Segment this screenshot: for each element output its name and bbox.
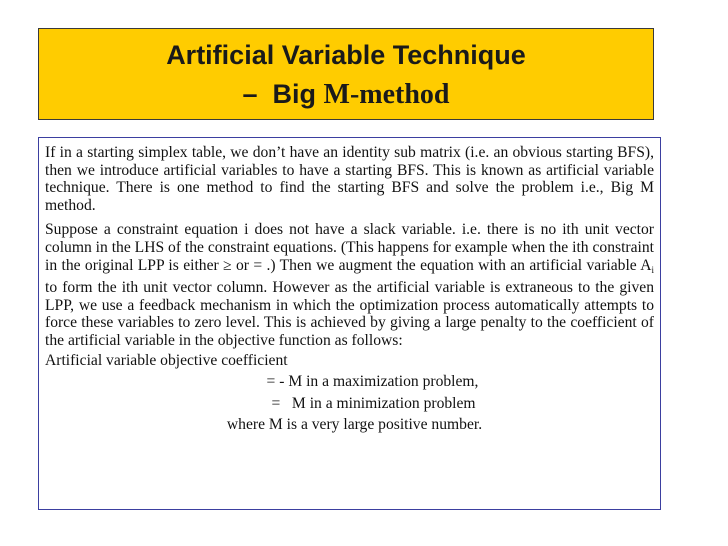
content-box: [38, 137, 661, 510]
maximization-line: = - M in a maximization problem,: [266, 373, 479, 391]
where-m-line: where M is a very large positive number.: [226, 416, 483, 434]
paragraph-artificial-variable-part-1: Suppose a constraint equation i does not have a slack variable. i.e. there is no ith unit vector column in the LHS of the constraint equations. (This happens for example when the ith constraint in the original LPP is either ≥ or = .) Then we augment the equation with an artificial variable A: [45, 221, 654, 274]
objective-coefficient-label: Artificial variable objective coefficient: [45, 351, 288, 369]
title-box: [38, 28, 654, 120]
title-line-1: Artificial Variable Technique: [166, 40, 526, 70]
minimization-line: = M in a minimization problem: [271, 394, 476, 412]
paragraph-artificial-variable: [45, 221, 654, 349]
title-line-2-suffix: M-method: [323, 79, 450, 110]
paragraph-intro: If in a starting simplex table, we don’t have an identity sub matrix (i.e. an obvious starting BFS), then we introduce artificial variables to have a starting BFS. This is known as artificial variable technique. There is one method to find the starting BFS and solve the problem i.e., Big M method.: [45, 144, 654, 214]
title-line-2: [39, 77, 653, 116]
title-line-2-prefix: – Big: [242, 79, 324, 109]
subscript-i: i: [651, 264, 654, 275]
paragraph-artificial-variable-part-2: to form the ith unit vector column. However as the artificial variable is extraneous to the given LPP, we use a feedback mechanism in which the optimization process automatically attempts to force these variables to zero level. This is achieved by giving a large penalty to the coefficient of the artificial variable in the objective function as follows:: [45, 279, 654, 349]
